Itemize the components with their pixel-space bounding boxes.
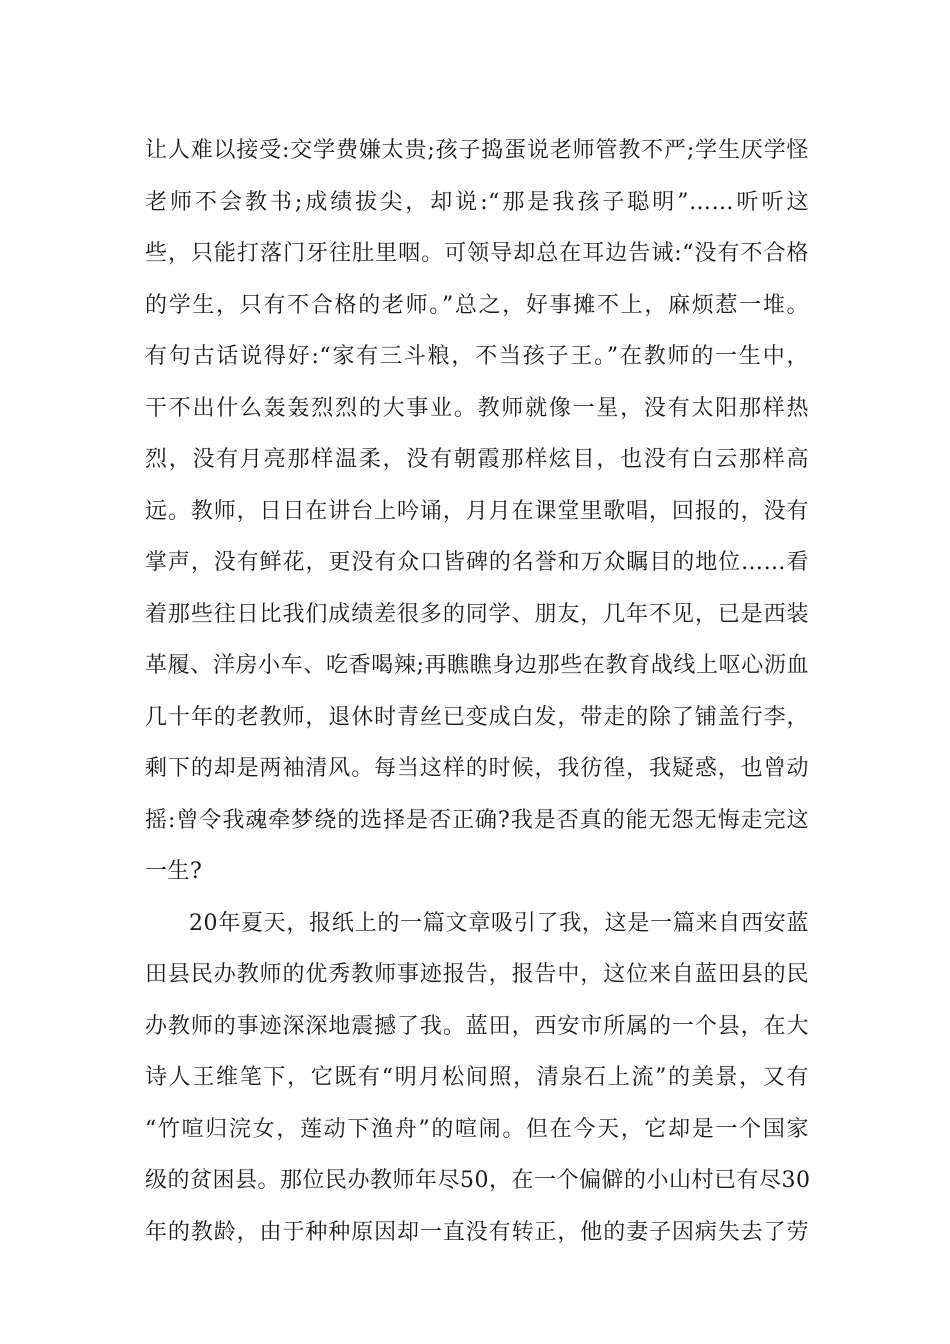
text-line: 田县民办教师的优秀教师事迹报告，报告中，这位来自蓝田县的民 xyxy=(145,962,809,987)
text-line: 剩下的却是两袖清风。每当这样的时候，我彷徨，我疑惑，也曾动 xyxy=(145,756,809,781)
text-line: “竹喧归浣女，莲动下渔舟”的喧闹。但在今天，它却是一个国家 xyxy=(145,1117,809,1142)
text-line: 有句古话说得好:“家有三斗粮，不当孩子王。”在教师的一生中， xyxy=(145,344,809,369)
text-line: 摇:曾令我魂牵梦绕的选择是否正确?我是否真的能无怨无悔走完这 xyxy=(145,808,809,833)
text-line: 烈，没有月亮那样温柔，没有朝霞那样炫目，也没有白云那样高 xyxy=(145,447,809,472)
paragraph-first-line: 20年夏天，报纸上的一篇文章吸引了我，这是一篇来自西安蓝 xyxy=(189,911,809,936)
text-line: 掌声，没有鲜花，更没有众口皆碑的名誉和万众瞩目的地位……看 xyxy=(145,550,809,575)
text-line: 诗人王维笔下，它既有“明月松间照，清泉石上流”的美景，又有 xyxy=(145,1065,809,1090)
text-line: 办教师的事迹深深地震撼了我。蓝田，西安市所属的一个县，在大 xyxy=(145,1014,809,1039)
text-line: 一生? xyxy=(145,859,203,884)
text-line: 几十年的老教师，退休时青丝已变成白发，带走的除了铺盖行李， xyxy=(145,705,809,730)
text-line: 革履、洋房小车、吃香喝辣;再瞧瞧身边那些在教育战线上呕心沥血 xyxy=(145,653,809,678)
text-line: 让人难以接受:交学费嫌太贵;孩子捣蛋说老师管教不严;学生厌学怪 xyxy=(145,138,809,163)
text-line: 老师不会教书;成绩拔尖，却说:“那是我孩子聪明”……听听这 xyxy=(145,190,809,215)
text-line: 些，只能打落门牙往肚里咽。可领导却总在耳边告诫:“没有不合格 xyxy=(145,241,809,266)
text-line: 年的教龄，由于种种原因却一直没有转正，他的妻子因病失去了劳 xyxy=(145,1220,809,1245)
text-line: 远。教师，日日在讲台上吟诵，月月在课堂里歌唱，回报的，没有 xyxy=(145,499,809,524)
text-line: 干不出什么轰轰烈烈的大事业。教师就像一星，没有太阳那样热 xyxy=(145,396,809,421)
text-line: 着那些往日比我们成绩差很多的同学、朋友，几年不见，已是西装 xyxy=(145,602,809,627)
text-line: 的学生，只有不合格的老师。”总之，好事摊不上，麻烦惹一堆。 xyxy=(145,293,809,318)
text-line: 级的贫困县。那位民办教师年尽50，在一个偏僻的小山村已有尽30 xyxy=(145,1168,811,1193)
